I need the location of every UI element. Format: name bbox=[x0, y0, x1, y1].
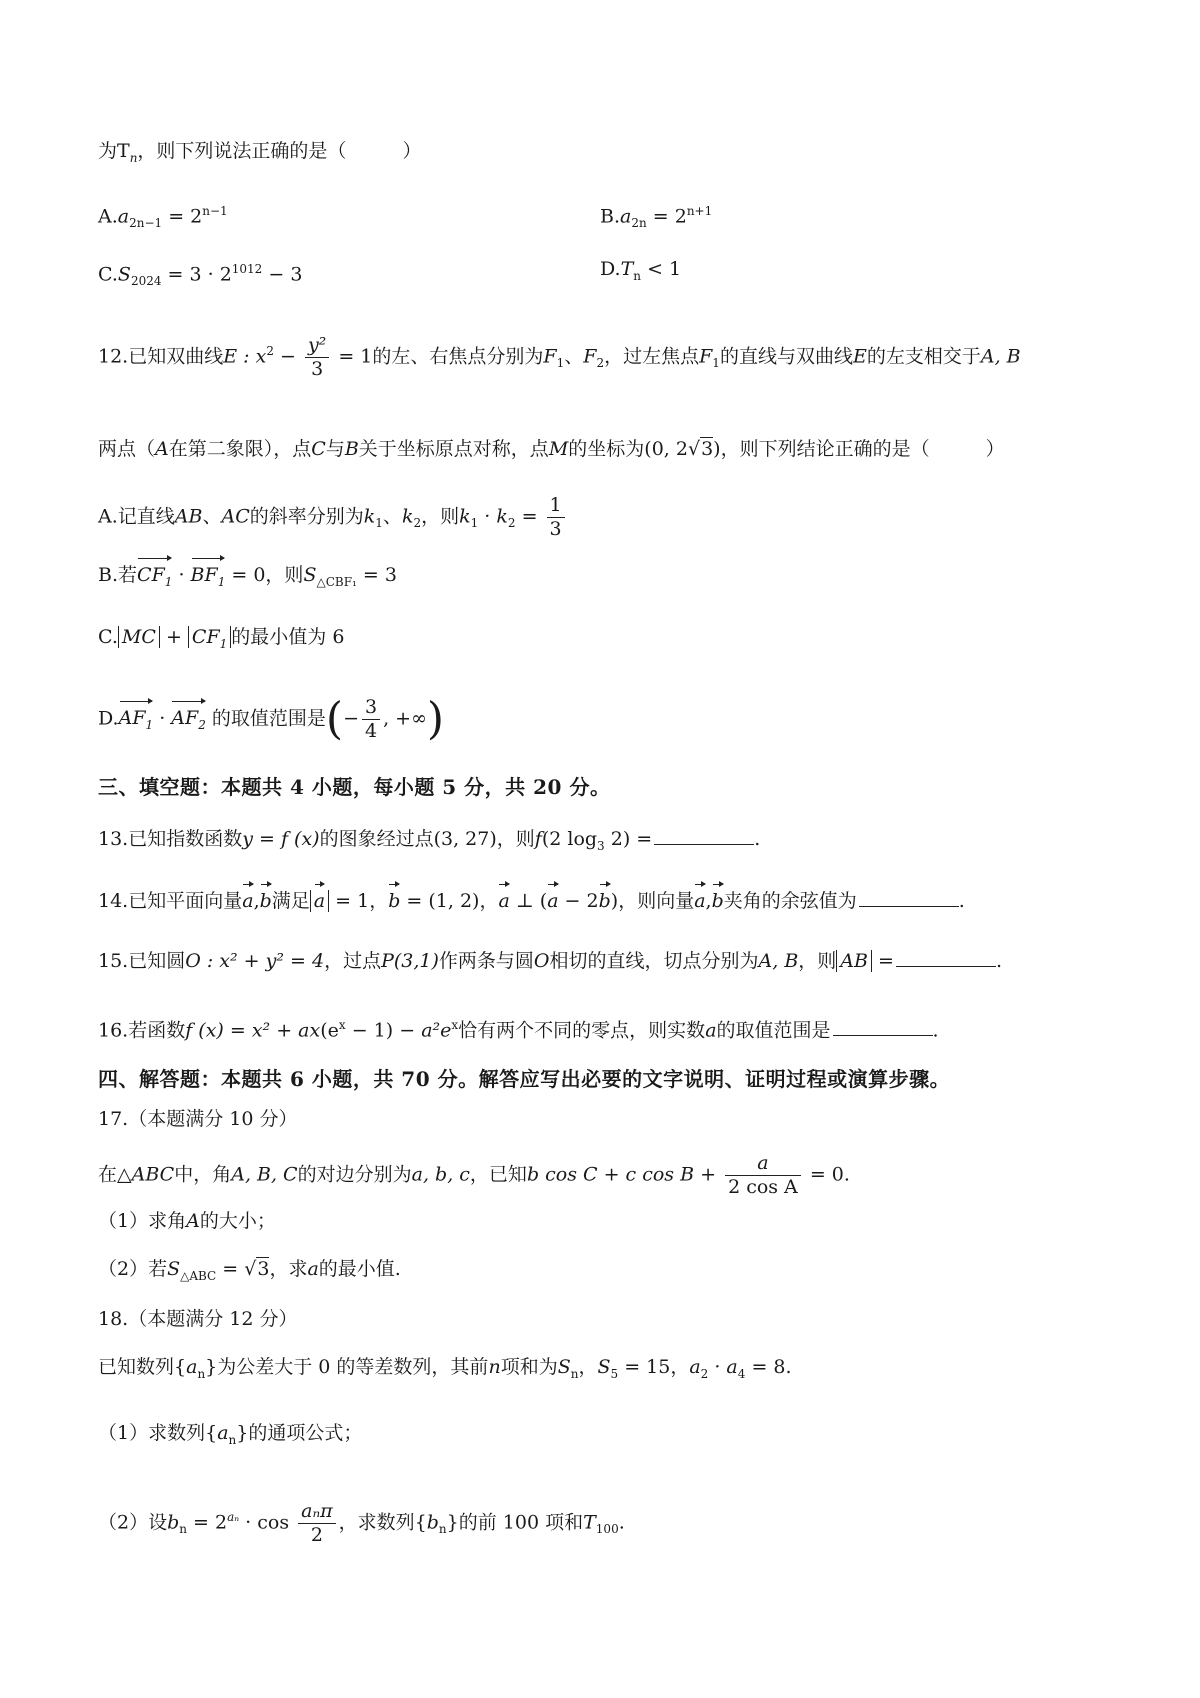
vector-af2: $AF_2$ bbox=[171, 703, 206, 740]
abs-cf1: $CF_1$ bbox=[188, 626, 231, 648]
q15-answer-blank[interactable] bbox=[896, 946, 996, 967]
q14: 14.已知平面向量a,b满足 a = 1，b = (1, 2)，a ⊥ (a − 2b)，则向量a,b夹角的余弦值为 . bbox=[98, 886, 965, 916]
q17-part-2: （2）若$S_{\triangle ABC} = √3$，求a的最小值. bbox=[98, 1258, 401, 1283]
q12-option-d: $D.AF_1 \cdot AF_2$ 的取值范围是(− $\frac{3}{4}$ , +∞) bbox=[98, 693, 445, 745]
q17-stem: 在△ABC中，角A, B, C的对边分别为a, b, c，已知b cos C + c cos B + $\frac{a}{\text{2 cos A}}$ = 0. bbox=[98, 1152, 850, 1198]
section-fill-in-blank: 三、填空题：本题共 4 小题，每小题 5 分，共 20 分。 bbox=[98, 775, 611, 799]
q11-option-c: $C.S_{2024} = 3 \cdot 2^{1012} - 3$ bbox=[98, 262, 303, 289]
q17-fraction: $\frac{a}{\text{2 cos A}}$ bbox=[725, 1152, 801, 1199]
q17-part-1: （1）求角A的大小； bbox=[98, 1210, 276, 1232]
q11-option-d: $D.T_n < 1$ bbox=[600, 258, 682, 283]
q18-header: 18.（本题满分 12 分） bbox=[98, 1308, 298, 1330]
vector-af1: $AF_1$ bbox=[119, 703, 154, 740]
q12-fraction: $\frac{\text{y²}}{3}$ bbox=[305, 334, 329, 381]
q14-answer-blank[interactable] bbox=[859, 886, 959, 907]
q18-stem: 已知数列$\{a_n\}$为公差大于 0 的等差数列，其前n项和为$S_n$，$S_5 = 15$，$a_2 \cdot a_4 = 8$. bbox=[98, 1356, 792, 1381]
q12-option-b: B.若$CF_1 \cdot BF_1 = 0$，则$S_{\triangle CBF_1} = 3$ bbox=[98, 560, 397, 597]
q11-lead: 为$T_n$，则下列说法正确的是（ ） bbox=[98, 140, 422, 165]
vector-bf1: $BF_1$ bbox=[191, 560, 226, 597]
q12-stem-line1: 12.已知双曲线E : $x^2$ − $\frac{\text{y²}}{3}$ = 1的左、右焦点分别为$F_1$、$F_2$，过左焦点$F_1$的直线与双曲线E的左支相交于A, B bbox=[98, 334, 1021, 380]
q18-part-2: （2）设$b_n = 2^{a_n} \cdot \cos$ $\frac{\text{aₙπ}}{2}$ ，求数列$\{b_n\}$的前 100 项和$T_{100}$. bbox=[98, 1500, 625, 1546]
q11-option-a: $A.a_{2n-1} = 2^{n-1}$ bbox=[98, 204, 228, 231]
q12-option-a: A.记直线AB、AC的斜率分别为$k_1$、$k_2$，则$k_1 \cdot k_2$ = $\frac{1}{3}$ bbox=[98, 494, 568, 541]
vector-cf1: $CF_1$ bbox=[137, 560, 172, 597]
q18-part-1: （1）求数列$\{a_n\}$的通项公式； bbox=[98, 1422, 363, 1447]
q11-option-b: $B.a_{2n} = 2^{n+1}$ bbox=[600, 204, 713, 231]
q13: 13.已知指数函数y = f (x)的图象经过点(3, 27)，则f(2 $\log_3 2$) = . bbox=[98, 824, 760, 861]
section-solutions: 四、解答题：本题共 6 小题，共 70 分。解答应写出必要的文字说明、证明过程或演算步骤。 bbox=[98, 1067, 951, 1091]
q16-answer-blank[interactable] bbox=[833, 1015, 933, 1036]
q17-header: 17.（本题满分 10 分） bbox=[98, 1108, 298, 1130]
q12-d-fraction: $\frac{3}{4}$ bbox=[362, 696, 380, 743]
q18-fraction: $\frac{\text{aₙπ}}{2}$ bbox=[298, 1500, 336, 1547]
q16: 16.若函数f $(x) = x^2 + ax(e^x - 1) - a^2e^x$恰有两个不同的零点，则实数a的取值范围是 . bbox=[98, 1010, 939, 1045]
q13-answer-blank[interactable] bbox=[654, 824, 754, 845]
q12-option-c: C. MC + $CF_1$ 的最小值为 6 bbox=[98, 626, 345, 651]
q12-a-fraction: $\frac{1}{3}$ bbox=[547, 494, 565, 541]
q15: 15.已知圆O : x² + y² = 4，过点P(3,1)作两条与圆O相切的直线，切点分别为A, B，则 AB = . bbox=[98, 946, 1002, 976]
q12-stem-line2: 两点（A在第二象限），点C与B关于坐标原点对称，点M的坐标为(0, 2√3)，则下列结论正确的是（ ） bbox=[98, 438, 1005, 460]
abs-a: a bbox=[310, 890, 329, 912]
